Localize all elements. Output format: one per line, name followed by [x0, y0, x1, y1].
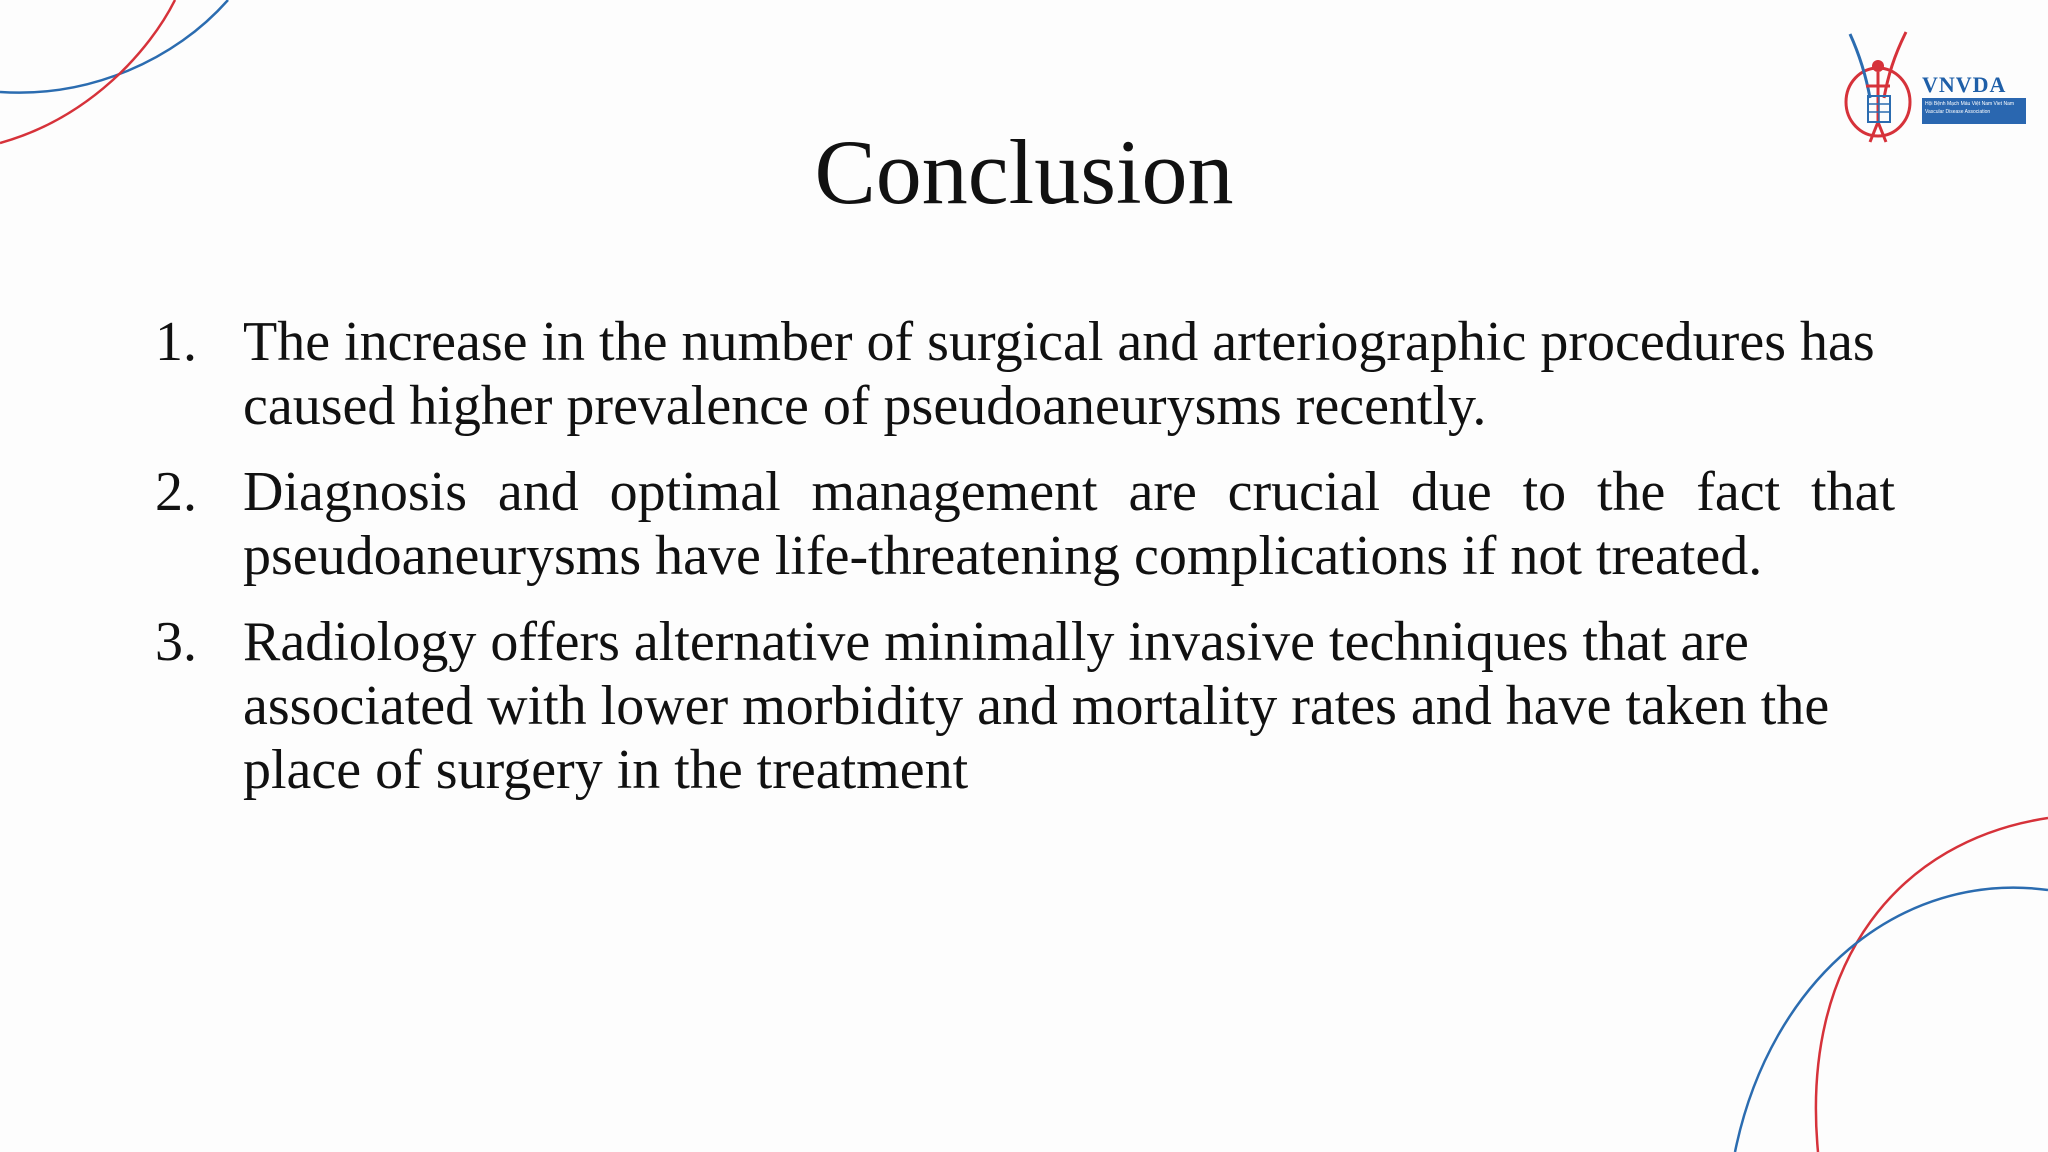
bottom-right-red-arc [1816, 818, 2048, 1152]
list-item [155, 610, 1895, 802]
slide-title: Conclusion [814, 121, 1234, 223]
logo-subtitle: Hội Bệnh Mạch Máu Việt Nam Viet Nam Vascular Disease Association [1922, 98, 2026, 124]
list-item [155, 310, 1895, 438]
list-item [155, 460, 1895, 588]
list-item-text: Diagnosis and optimal management are crucial due to the fact that pseudoaneurysms have life-threatening complications if not treated. [243, 461, 1895, 587]
list-item-text: Radiology offers alternative minimally invasive techniques that are associated with lower morbidity and mortality rates and have taken the place of surgery in the treatment [243, 611, 1830, 801]
bottom-right-blue-arc [1735, 888, 2048, 1152]
logo-name: VNVDA [1922, 72, 2007, 97]
list-item-number: 3. [155, 611, 197, 673]
list-item-number: 2. [155, 461, 197, 523]
list-item-number: 1. [155, 311, 197, 373]
list-item-text: The increase in the number of surgical and arteriographic procedures has caused higher prevalence of pseudoaneurysms recently. [243, 311, 1875, 437]
conclusion-list [155, 310, 1895, 824]
